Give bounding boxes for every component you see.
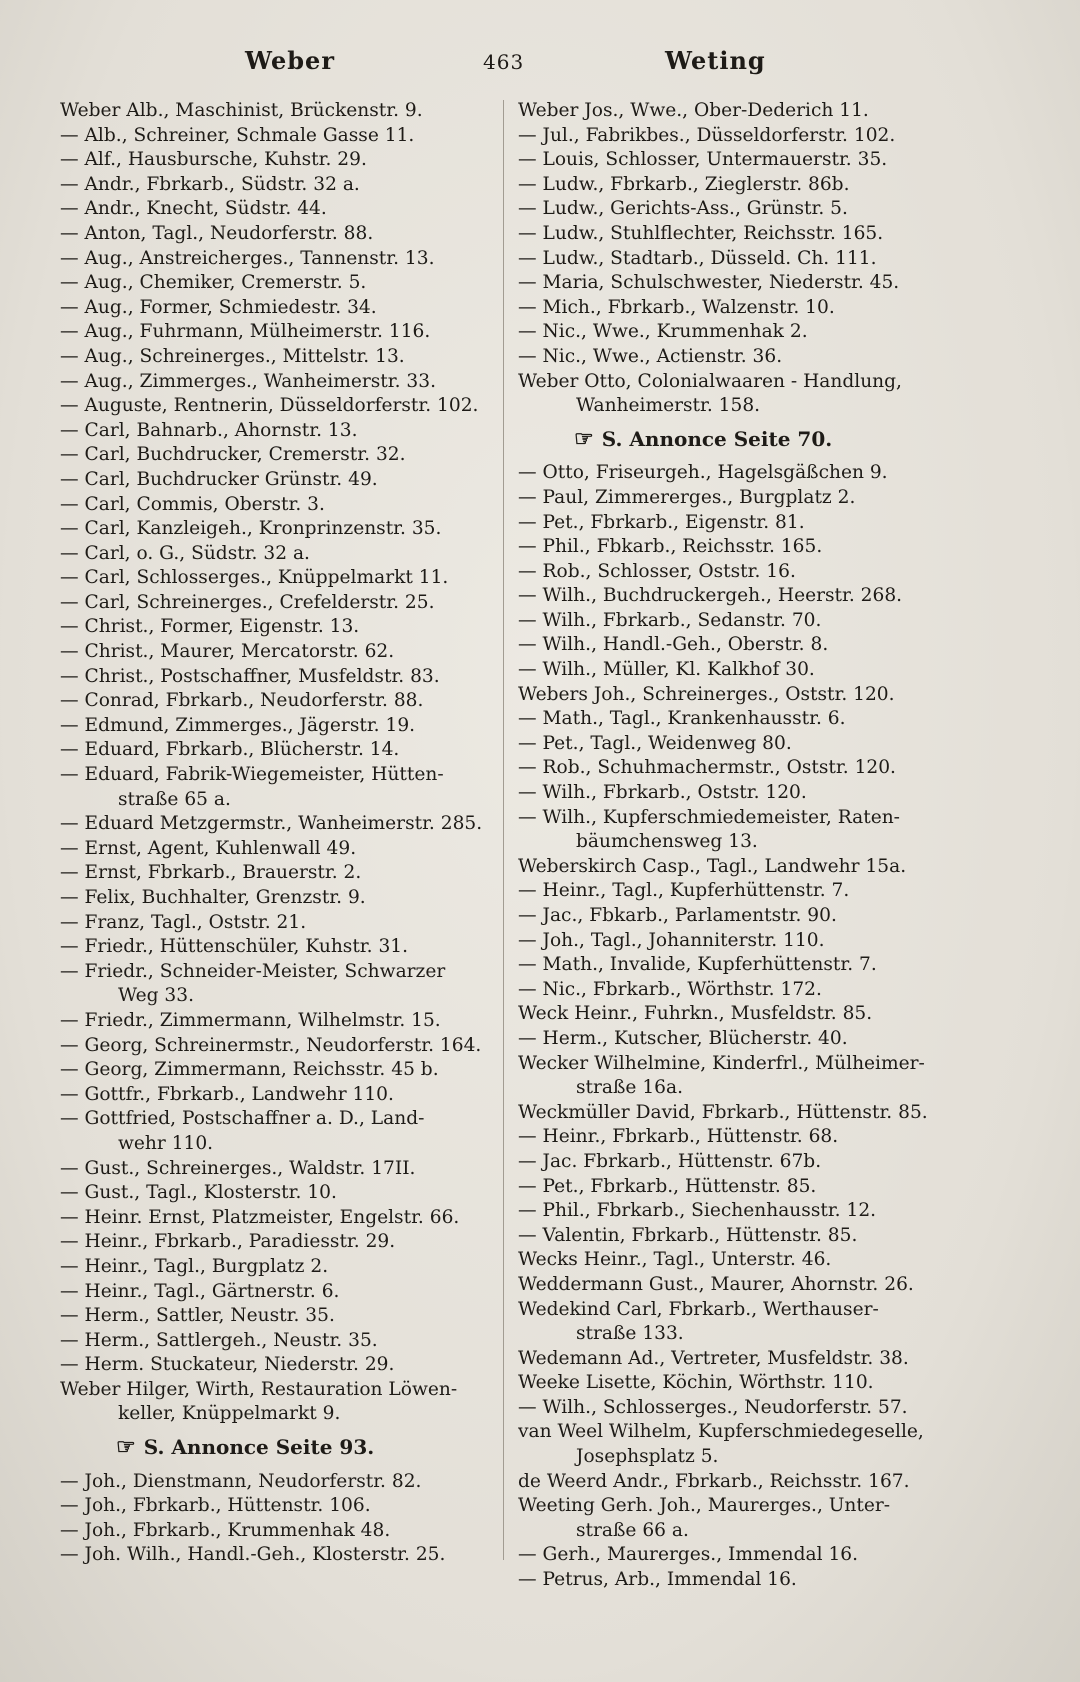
directory-entry: — Heinr., Tagl., Kupferhüttenstr. 7. [518, 880, 850, 902]
directory-entry: — Andr., Knecht, Südstr. 44. [60, 198, 327, 220]
directory-entry: — Maria, Schulschwester, Niederstr. 45. [518, 272, 900, 294]
directory-entry: Wecks Heinr., Tagl., Unterstr. 46. [518, 1249, 832, 1271]
directory-entry: — Heinr., Tagl., Gärtnerstr. 6. [60, 1280, 340, 1302]
directory-entry: — Eduard, Fabrik-Wiegemeister, Hütten- [60, 764, 444, 786]
directory-entry: — Phil., Fbkarb., Reichsstr. 165. [518, 536, 823, 558]
directory-entry: — Wilh., Kupferschmiedemeister, Raten- [518, 806, 900, 828]
annonce-reference [518, 427, 948, 452]
directory-entry: — Alf., Hausbursche, Kuhstr. 29. [60, 149, 367, 171]
directory-entry: Weberskirch Casp., Tagl., Landwehr 15a. [518, 855, 907, 877]
directory-entry: Weber Jos., Wwe., Ober-Dederich 11. [518, 100, 869, 121]
directory-entry-continuation: Josephsplatz 5. [576, 1446, 719, 1468]
pointing-hand-icon: ☞ [116, 1434, 136, 1461]
directory-entry: Weber Hilger, Wirth, Restauration Löwen- [60, 1378, 458, 1400]
directory-entry: — Valentin, Fbrkarb., Hüttenstr. 85. [518, 1224, 858, 1246]
directory-entry: — Heinr., Tagl., Burgplatz 2. [60, 1255, 329, 1277]
directory-entry: — Carl, Buchdrucker Grünstr. 49. [60, 468, 378, 490]
directory-entry: — Math., Tagl., Krankenhausstr. 6. [518, 708, 846, 730]
directory-entry: — Christ., Maurer, Mercatorstr. 62. [60, 641, 395, 663]
directory-entry-continuation: Weg 33. [118, 985, 194, 1007]
directory-entry-continuation: wehr 110. [118, 1132, 214, 1154]
page-header [60, 46, 960, 86]
directory-entry: — Otto, Friseurgeh., Hagelsgäßchen 9. [518, 462, 888, 484]
directory-entry: Weber Otto, Colonialwaaren - Handlung, [518, 370, 902, 392]
directory-entry: — Nic., Wwe., Krummenhak 2. [518, 321, 808, 343]
column-divider [503, 100, 504, 1560]
directory-entry: — Edmund, Zimmerges., Jägerstr. 19. [60, 714, 416, 736]
directory-entry: — Louis, Schlosser, Untermauerstr. 35. [518, 149, 888, 171]
directory-entry: — Heinr., Fbrkarb., Hüttenstr. 68. [518, 1126, 839, 1148]
header-right-keyword: Weting [665, 46, 766, 75]
directory-entry: Webers Joh., Schreinerges., Oststr. 120. [518, 683, 895, 705]
directory-entry: — Friedr., Hüttenschüler, Kuhstr. 31. [60, 936, 409, 958]
directory-entry: — Gottfr., Fbrkarb., Landwehr 110. [60, 1083, 394, 1105]
directory-entry-continuation: straße 66 a. [576, 1519, 689, 1541]
directory-entry: — Aug., Zimmerges., Wanheimerstr. 33. [60, 370, 436, 392]
directory-entry: — Ernst, Agent, Kuhlenwall 49. [60, 837, 357, 859]
directory-entry: — Carl, Buchdrucker, Cremerstr. 32. [60, 444, 406, 466]
directory-entry: — Auguste, Rentnerin, Düsseldorferstr. 102. [60, 395, 479, 417]
directory-entry-continuation: straße 133. [576, 1323, 684, 1345]
directory-entry: Wecker Wilhelmine, Kinderfrl., Mülheimer- [518, 1052, 925, 1074]
directory-entry: — Ludw., Stuhlflechter, Reichsstr. 165. [518, 222, 884, 244]
directory-entry: — Ludw., Stadtarb., Düsseld. Ch. 111. [518, 247, 877, 269]
directory-entry: — Mich., Fbrkarb., Walzenstr. 10. [518, 296, 835, 318]
right-column [518, 99, 948, 1593]
directory-entry-continuation: Wanheimerstr. 158. [576, 395, 761, 417]
directory-entry: — Wilh., Schlosserges., Neudorferstr. 57. [518, 1396, 908, 1418]
directory-entry: — Wilh., Handl.-Geh., Oberstr. 8. [518, 634, 829, 656]
directory-entry: — Heinr. Ernst, Platzmeister, Engelstr. 66. [60, 1206, 460, 1228]
directory-entry: Weckmüller David, Fbrkarb., Hüttenstr. 85. [518, 1101, 928, 1123]
directory-entry: — Friedr., Zimmermann, Wilhelmstr. 15. [60, 1009, 441, 1031]
page-number: 463 [483, 50, 525, 74]
directory-entry: — Carl, o. G., Südstr. 32 a. [60, 542, 310, 564]
directory-entry: — Aug., Former, Schmiedestr. 34. [60, 296, 377, 318]
directory-entry: — Georg, Schreinermstr., Neudorferstr. 164. [60, 1034, 482, 1056]
directory-entry: — Aug., Anstreicherges., Tannenstr. 13. [60, 247, 435, 269]
directory-entry: — Georg, Zimmermann, Reichsstr. 45 b. [60, 1059, 439, 1081]
directory-entry: — Rob., Schuhmachermstr., Oststr. 120. [518, 757, 896, 779]
directory-entry: — Anton, Tagl., Neudorferstr. 88. [60, 222, 374, 244]
annonce-text: S. Annonce Seite 93. [143, 1435, 375, 1460]
directory-entry: de Weerd Andr., Fbrkarb., Reichsstr. 167. [518, 1470, 910, 1492]
directory-entry: — Joh., Tagl., Johanniterstr. 110. [518, 929, 825, 951]
directory-entry: — Aug., Fuhrmann, Mülheimerstr. 116. [60, 321, 431, 343]
directory-entry: — Ludw., Gerichts-Ass., Grünstr. 5. [518, 198, 848, 220]
directory-entry: — Friedr., Schneider-Meister, Schwarzer [60, 960, 446, 982]
directory-entry-continuation: keller, Knüppelmarkt 9. [118, 1403, 341, 1425]
directory-entry: — Alb., Schreiner, Schmale Gasse 11. [60, 124, 415, 146]
directory-entry: — Math., Invalide, Kupferhüttenstr. 7. [518, 954, 877, 976]
directory-entry: — Ludw., Fbrkarb., Zieglerstr. 86b. [518, 173, 850, 195]
directory-entry: — Jac., Fbkarb., Parlamentstr. 90. [518, 905, 837, 926]
directory-entry: Weber Alb., Maschinist, Brückenstr. 9. [60, 100, 423, 121]
directory-entry: — Joh., Fbrkarb., Hüttenstr. 106. [60, 1495, 371, 1517]
directory-entry: — Herm. Stuckateur, Niederstr. 29. [60, 1354, 395, 1376]
directory-entry: — Heinr., Fbrkarb., Paradiesstr. 29. [60, 1231, 396, 1253]
directory-entry: — Joh., Dienstmann, Neudorferstr. 82. [60, 1470, 422, 1492]
directory-entry: van Weel Wilhelm, Kupferschmiedegeselle, [518, 1421, 924, 1443]
directory-entry: Weeting Gerh. Joh., Maurerges., Unter- [518, 1495, 891, 1517]
directory-entry: Wedemann Ad., Vertreter, Musfeldstr. 38. [518, 1347, 909, 1369]
directory-entry: — Ernst, Fbrkarb., Brauerstr. 2. [60, 862, 362, 884]
directory-entry: — Herm., Sattler, Neustr. 35. [60, 1305, 335, 1327]
left-column [60, 99, 490, 1568]
directory-entry: — Nic., Wwe., Actienstr. 36. [518, 345, 783, 367]
directory-entry: — Herm., Sattlergeh., Neustr. 35. [60, 1329, 378, 1351]
directory-entry: — Nic., Fbrkarb., Wörthstr. 172. [518, 978, 822, 1000]
directory-entry-continuation: straße 16a. [576, 1077, 683, 1099]
directory-entry: — Phil., Fbrkarb., Siechenhausstr. 12. [518, 1200, 877, 1222]
directory-entry: — Gust., Tagl., Klosterstr. 10. [60, 1182, 337, 1204]
directory-entry: — Carl, Schreinerges., Crefelderstr. 25. [60, 591, 435, 613]
directory-entry: — Jac. Fbrkarb., Hüttenstr. 67b. [518, 1150, 822, 1172]
directory-entry: — Wilh., Fbrkarb., Oststr. 120. [518, 782, 807, 804]
directory-entry: Weddermann Gust., Maurer, Ahornstr. 26. [518, 1273, 914, 1295]
directory-entry-continuation: bäumchensweg 13. [576, 831, 758, 853]
directory-entry: — Carl, Commis, Oberstr. 3. [60, 493, 325, 515]
directory-entry: — Aug., Schreinerges., Mittelstr. 13. [60, 345, 405, 367]
directory-entry: — Rob., Schlosser, Oststr. 16. [518, 560, 796, 582]
directory-entry: — Christ., Former, Eigenstr. 13. [60, 616, 360, 638]
directory-entry: — Gottfried, Postschaffner a. D., Land- [60, 1108, 425, 1130]
directory-entry-continuation: straße 65 a. [118, 788, 231, 810]
directory-entry: — Pet., Fbrkarb., Hüttenstr. 85. [518, 1175, 817, 1197]
directory-entry: — Christ., Postschaffner, Musfeldstr. 83. [60, 665, 440, 687]
directory-entry: — Felix, Buchhalter, Grenzstr. 9. [60, 887, 366, 908]
directory-entry: — Aug., Chemiker, Cremerstr. 5. [60, 272, 367, 294]
directory-entry: — Wilh., Fbrkarb., Sedanstr. 70. [518, 609, 822, 631]
directory-entry: — Gerh., Maurerges., Immendal 16. [518, 1544, 859, 1566]
directory-entry: — Conrad, Fbrkarb., Neudorferstr. 88. [60, 690, 424, 712]
directory-entry: Weeke Lisette, Köchin, Wörthstr. 110. [518, 1372, 874, 1394]
directory-entry: — Eduard, Fbrkarb., Blücherstr. 14. [60, 739, 400, 761]
directory-entry: — Herm., Kutscher, Blücherstr. 40. [518, 1027, 848, 1049]
directory-entry: — Gust., Schreinerges., Waldstr. 17II. [60, 1157, 416, 1179]
pointing-hand-icon: ☞ [574, 425, 594, 452]
directory-entry: — Pet., Tagl., Weidenweg 80. [518, 732, 792, 754]
directory-entry: — Carl, Bahnarb., Ahornstr. 13. [60, 419, 358, 441]
directory-entry: Wedekind Carl, Fbrkarb., Werthauser- [518, 1298, 879, 1320]
annonce-reference [60, 1435, 490, 1460]
directory-entry: — Petrus, Arb., Immendal 16. [518, 1569, 797, 1591]
directory-entry: — Wilh., Müller, Kl. Kalkhof 30. [518, 659, 815, 681]
directory-entry: — Paul, Zimmererges., Burgplatz 2. [518, 486, 856, 508]
directory-entry: — Andr., Fbrkarb., Südstr. 32 a. [60, 173, 360, 195]
directory-entry: — Eduard Metzgermstr., Wanheimerstr. 285. [60, 813, 483, 835]
directory-entry: — Carl, Schlosserges., Knüppelmarkt 11. [60, 567, 449, 589]
directory-entry: — Jul., Fabrikbes., Düsseldorferstr. 102. [518, 124, 896, 146]
directory-entry: Weck Heinr., Fuhrkn., Musfeldstr. 85. [518, 1003, 873, 1025]
annonce-text: S. Annonce Seite 70. [601, 426, 833, 451]
directory-entry: — Carl, Kanzleigeh., Kronprinzenstr. 35. [60, 518, 442, 540]
directory-entry: — Franz, Tagl., Oststr. 21. [60, 911, 307, 933]
directory-entry: — Wilh., Buchdruckergeh., Heerstr. 268. [518, 585, 903, 607]
header-left-keyword: Weber [245, 46, 335, 75]
directory-entry: — Joh. Wilh., Handl.-Geh., Klosterstr. 25. [60, 1544, 446, 1566]
directory-entry: — Joh., Fbrkarb., Krummenhak 48. [60, 1519, 391, 1541]
directory-entry: — Pet., Fbrkarb., Eigenstr. 81. [518, 511, 805, 533]
